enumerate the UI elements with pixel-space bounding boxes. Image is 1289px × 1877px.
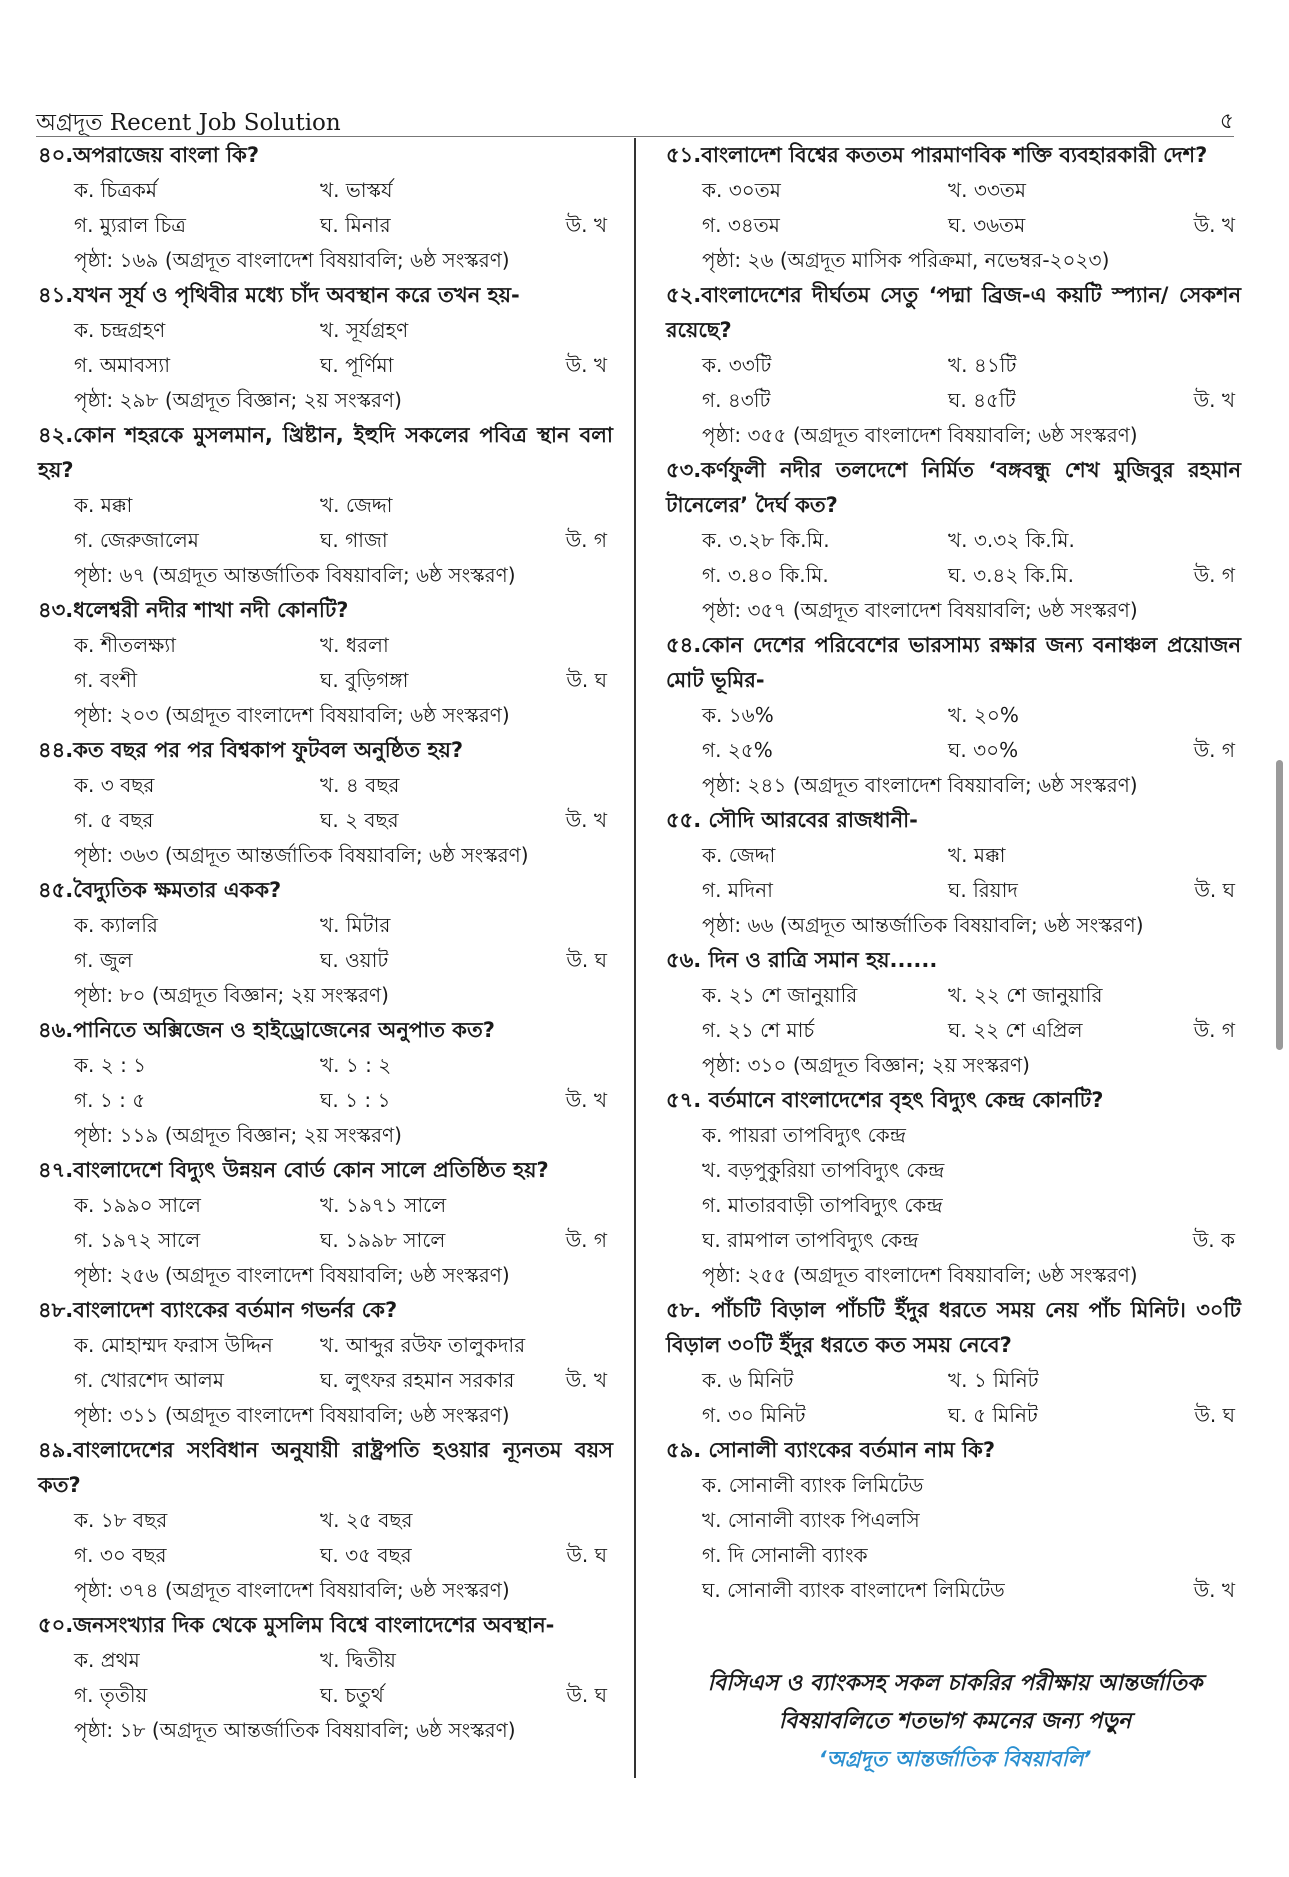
option-c: গ. মদিনা	[702, 878, 773, 902]
option-row	[38, 908, 613, 943]
option-row	[666, 1538, 1241, 1573]
option-a: ক. ১৬%	[702, 703, 774, 727]
option-row	[666, 1398, 1241, 1433]
option-b: খ. ৩.৩২ কি.মি.	[948, 528, 1075, 552]
answer: উ. খ	[565, 1088, 607, 1112]
option-row	[666, 1013, 1241, 1048]
option-c: গ. ২১ শে মার্চ	[702, 1018, 815, 1042]
question-item	[38, 733, 613, 873]
question-58	[666, 1293, 1241, 1433]
option-d: ঘ. বুড়িগঙ্গা	[320, 668, 409, 692]
page-reference: পৃষ্ঠা: ২৪১ (অগ্রদূত বাংলাদেশ বিষয়াবলি; ৬ষ্ঠ সংস্করণ)	[702, 773, 1138, 797]
page-reference: পৃষ্ঠা: ৩১০ (অগ্রদূত বিজ্ঞান; ২য় সংস্করণ)	[702, 1053, 1030, 1077]
option-a: ক. প্রথম	[74, 1648, 140, 1672]
option-b: খ. ২০%	[948, 703, 1019, 727]
option-d: ঘ. ৪৫টি	[948, 388, 1016, 412]
option-c: গ. দি সোনালী ব্যাংক	[702, 1543, 868, 1567]
option-row	[666, 348, 1241, 383]
page-reference: পৃষ্ঠা: ২৫৬ (অগ্রদূত বাংলাদেশ বিষয়াবলি; ৬ষ্ঠ সংস্করণ)	[74, 1263, 510, 1287]
question-57	[666, 1083, 1241, 1293]
option-a: ক. ১৯৯০ সালে	[74, 1193, 201, 1217]
question-item	[38, 1433, 613, 1608]
page-reference: পৃষ্ঠা: ২৬ (অগ্রদূত মাসিক পরিক্রমা, নভেম্বর-২০২৩)	[702, 248, 1110, 272]
option-row	[38, 1643, 613, 1678]
left-column	[38, 138, 613, 1748]
option-b: খ. দ্বিতীয়	[320, 1648, 396, 1672]
option-c: গ. ৩০ মিনিট	[702, 1403, 806, 1427]
option-b: খ. আব্দুর রউফ তালুকদার	[320, 1333, 526, 1357]
option-row	[38, 628, 613, 663]
question-stem: ৪৩.ধলেশ্বরী নদীর শাখা নদী কোনটি?	[38, 598, 349, 622]
answer: উ. গ	[565, 1228, 607, 1252]
option-row	[666, 523, 1241, 558]
option-row	[666, 978, 1241, 1013]
question-stem: ৫৬. দিন ও রাত্রি সমান হয়......	[666, 948, 938, 972]
question-stem: ৪৪.কত বছর পর পর বিশ্বকাপ ফুটবল অনুষ্ঠিত হয়?	[38, 738, 464, 762]
page-reference: পৃষ্ঠা: ২৫৫ (অগ্রদূত বাংলাদেশ বিষয়াবলি; ৬ষ্ঠ সংস্করণ)	[702, 1263, 1138, 1287]
option-c: গ. ৫ বছর	[74, 808, 154, 832]
answer: উ. খ	[565, 213, 607, 237]
page-reference: পৃষ্ঠা: ৩৭৪ (অগ্রদূত বাংলাদেশ বিষয়াবলি; ৬ষ্ঠ সংস্করণ)	[74, 1578, 510, 1602]
question-item	[38, 138, 613, 278]
page-reference: পৃষ্ঠা: ১৮ (অগ্রদূত আন্তর্জাতিক বিষয়াবলি; ৬ষ্ঠ সংস্করণ)	[74, 1718, 516, 1742]
option-d: ঘ. সোনালী ব্যাংক বাংলাদেশ লিমিটেড	[702, 1578, 1005, 1602]
page-reference: পৃষ্ঠা: ২০৩ (অগ্রদূত বাংলাদেশ বিষয়াবলি; ৬ষ্ঠ সংস্করণ)	[74, 703, 510, 727]
option-d: ঘ. ১ : ১	[320, 1088, 391, 1112]
option-d: ঘ. ২ বছর	[320, 808, 399, 832]
question-stem: ৪৫.বৈদ্যুতিক ক্ষমতার একক?	[38, 878, 282, 902]
option-row	[666, 173, 1241, 208]
answer: উ. ক	[1192, 1228, 1235, 1252]
option-a: ক. পায়রা তাপবিদ্যুৎ কেন্দ্র	[702, 1123, 906, 1147]
answer: উ. খ	[565, 353, 607, 377]
page-reference: পৃষ্ঠা: ১১৯ (অগ্রদূত বিজ্ঞান; ২য় সংস্করণ)	[74, 1123, 402, 1147]
option-row	[666, 1188, 1241, 1223]
option-row	[38, 1678, 613, 1713]
option-b: খ. সোনালী ব্যাংক পিএলসি	[702, 1508, 920, 1532]
promo-line-2: বিষয়াবলিতে শতভাগ কমনের জন্য পড়ুন	[778, 1709, 1132, 1734]
option-row	[666, 558, 1241, 593]
page-reference: পৃষ্ঠা: ১৬৯ (অগ্রদূত বাংলাদেশ বিষয়াবলি; ৬ষ্ঠ সংস্করণ)	[74, 248, 510, 272]
option-row	[666, 733, 1241, 768]
option-c: গ. ১৯৭২ সালে	[74, 1228, 201, 1252]
question-item	[38, 1153, 613, 1293]
option-d: ঘ. লুৎফর রহমান সরকার	[320, 1368, 515, 1392]
option-row	[666, 1223, 1241, 1258]
option-c: গ. ৩০ বছর	[74, 1543, 167, 1567]
option-row	[38, 173, 613, 208]
option-row	[666, 838, 1241, 873]
question-item	[38, 1013, 613, 1153]
question-59	[666, 1433, 1241, 1608]
page-reference: পৃষ্ঠা: ৮০ (অগ্রদূত বিজ্ঞান; ২য় সংস্করণ)	[74, 983, 389, 1007]
answer: উ. ঘ	[1194, 1403, 1235, 1427]
option-b: খ. ৪১টি	[948, 353, 1017, 377]
option-row	[666, 208, 1241, 243]
page-number: ৫	[1219, 109, 1234, 134]
answer: উ. খ	[1193, 213, 1235, 237]
option-row	[38, 1328, 613, 1363]
option-d: ঘ. ওয়াট	[320, 948, 389, 972]
option-c: গ. ৪৩টি	[702, 388, 771, 412]
question-stem: ৪০.অপরাজেয় বাংলা কি?	[38, 143, 259, 167]
option-c: গ. ম্যুরাল চিত্র	[74, 213, 186, 237]
option-d: ঘ. ৩০%	[948, 738, 1019, 762]
option-a: ক. ১৮ বছর	[74, 1508, 168, 1532]
option-a: ক. ২১ শে জানুয়ারি	[702, 983, 858, 1007]
option-d: ঘ. গাজা	[320, 528, 388, 552]
option-c: গ. বংশী	[74, 668, 138, 692]
option-c: গ. ১ : ৫	[74, 1088, 146, 1112]
question-item	[38, 1293, 613, 1433]
answer: উ. গ	[1193, 738, 1235, 762]
page-reference: পৃষ্ঠা: ৬৬ (অগ্রদূত আন্তর্জাতিক বিষয়াবলি; ৬ষ্ঠ সংস্করণ)	[702, 913, 1144, 937]
question-stem: ৪৮.বাংলাদেশ ব্যাংকের বর্তমান গভর্নর কে?	[38, 1298, 398, 1322]
option-b: খ. ১৯৭১ সালে	[320, 1193, 447, 1217]
option-row	[38, 1538, 613, 1573]
question-item	[38, 278, 613, 418]
option-d: ঘ. পূর্ণিমা	[320, 353, 394, 377]
question-item	[38, 593, 613, 733]
answer: উ. খ	[565, 808, 607, 832]
option-b: খ. ৩৩তম	[948, 178, 1026, 202]
option-d: ঘ. ৩৫ বছর	[320, 1543, 412, 1567]
option-c: গ. তৃতীয়	[74, 1683, 148, 1707]
page-reference: পৃষ্ঠা: ৩৬৩ (অগ্রদূত আন্তর্জাতিক বিষয়াবলি; ৬ষ্ঠ সংস্করণ)	[74, 843, 529, 867]
question-stem: ৫৭. বর্তমানে বাংলাদেশের বৃহৎ বিদ্যুৎ কেন্দ্র কোনটি?	[666, 1088, 1104, 1112]
question-stem: ৫৫. সৌদি আরবের রাজধানী-	[666, 808, 918, 832]
option-b: খ. ১ : ২	[320, 1053, 392, 1077]
book-promo	[660, 1665, 1250, 1777]
option-row	[38, 523, 613, 558]
question-stem: ৫১.বাংলাদেশ বিশ্বের কততম পারমাণবিক শক্তি ব্যবহারকারী দেশ?	[666, 143, 1208, 167]
answer: উ. ঘ	[566, 668, 607, 692]
option-row	[38, 1503, 613, 1538]
option-d: ঘ. রিয়াদ	[948, 878, 1018, 902]
option-d: ঘ. চতুর্থ	[320, 1683, 384, 1707]
page-header	[36, 104, 1234, 137]
option-a: ক. ক্যালরি	[74, 913, 158, 937]
option-d: ঘ. রামপাল তাপবিদ্যুৎ কেন্দ্র	[702, 1228, 919, 1252]
option-b: খ. জেদ্দা	[320, 493, 393, 517]
question-stem: ৪৭.বাংলাদেশে বিদ্যুৎ উন্নয়ন বোর্ড কোন সালে প্রতিষ্ঠিত হয়?	[38, 1158, 549, 1182]
answer: উ. গ	[1193, 1018, 1235, 1042]
page-reference: পৃষ্ঠা: ৬৭ (অগ্রদূত আন্তর্জাতিক বিষয়াবলি; ৬ষ্ঠ সংস্করণ)	[74, 563, 516, 587]
option-c: গ. ৩৪তম	[702, 213, 780, 237]
promo-line-1: বিসিএস ও ব্যাংকসহ সকল চাকরির পরীক্ষায় আন্তর্জাতিক	[707, 1671, 1203, 1696]
option-row	[666, 1363, 1241, 1398]
option-row	[38, 1223, 613, 1258]
option-c: গ. ২৫%	[702, 738, 773, 762]
option-row	[38, 663, 613, 698]
question-stem: ৫৪.কোন দেশের পরিবেশের ভারসাম্য রক্ষার জন্য বনাঞ্চল প্রয়োজন মোট ভূমির-	[666, 633, 1241, 692]
question-item	[666, 278, 1241, 453]
option-a: ক. ৩.২৮ কি.মি.	[702, 528, 830, 552]
option-row	[38, 313, 613, 348]
question-item	[666, 138, 1241, 278]
option-row	[666, 698, 1241, 733]
option-row	[38, 803, 613, 838]
option-a: ক. ৩ বছর	[74, 773, 155, 797]
option-row	[38, 488, 613, 523]
option-c: গ. মাতারবাড়ী তাপবিদ্যুৎ কেন্দ্র	[702, 1193, 943, 1217]
option-a: ক. শীতলক্ষ্যা	[74, 633, 176, 657]
question-item	[38, 1608, 613, 1748]
question-stem: ৪৯.বাংলাদেশের সংবিধান অনুযায়ী রাষ্ট্রপতি হওয়ার ন্যূনতম বয়স কত?	[38, 1438, 613, 1497]
question-stem: ৪২.কোন শহরকে মুসলমান, খ্রিষ্টান, ইহুদি সকলের পবিত্র স্থান বলা হয়?	[38, 423, 613, 482]
question-stem: ৪৬.পানিতে অক্সিজেন ও হাইড্রোজেনের অনুপাত কত?	[38, 1018, 495, 1042]
option-c: গ. জেরুজালেম	[74, 528, 199, 552]
option-row	[38, 348, 613, 383]
answer: উ. ঘ	[1194, 878, 1235, 902]
option-row	[666, 383, 1241, 418]
option-d: ঘ. ৫ মিনিট	[948, 1403, 1038, 1427]
option-a: ক. সোনালী ব্যাংক লিমিটেড	[702, 1473, 924, 1497]
scrollbar-thumb[interactable]	[1276, 760, 1283, 1050]
option-b: খ. ২২ শে জানুয়ারি	[948, 983, 1103, 1007]
page-reference: পৃষ্ঠা: ৩৫৫ (অগ্রদূত বাংলাদেশ বিষয়াবলি; ৬ষ্ঠ সংস্করণ)	[702, 423, 1138, 447]
question-item	[666, 453, 1241, 628]
answer: উ. গ	[565, 528, 607, 552]
question-stem: ৫৯. সোনালী ব্যাংকের বর্তমান নাম কি?	[666, 1438, 996, 1462]
option-c: গ. অমাবস্যা	[74, 353, 170, 377]
answer: উ. ঘ	[566, 948, 607, 972]
option-b: খ. ৪ বছর	[320, 773, 400, 797]
answer: উ. ঘ	[566, 1683, 607, 1707]
option-row	[666, 1153, 1241, 1188]
option-a: ক. জেদ্দা	[702, 843, 776, 867]
book-title: অগ্রদূত Recent Job Solution	[36, 110, 341, 136]
question-stem: ৫৮. পাঁচটি বিড়াল পাঁচটি ইঁদুর ধরতে সময় নেয় পাঁচ মিনিট। ৩০টি বিড়াল ৩০টি ইঁদুর ধরতে কত সময় নেবে?	[666, 1298, 1241, 1357]
option-a: ক. ৬ মিনিট	[702, 1368, 794, 1392]
option-d: ঘ. ৩.৪২ কি.মি.	[948, 563, 1075, 587]
page-reference: পৃষ্ঠা: ৩৫৭ (অগ্রদূত বাংলাদেশ বিষয়াবলি; ৬ষ্ঠ সংস্করণ)	[702, 598, 1138, 622]
answer: উ. খ	[1193, 1578, 1235, 1602]
option-d: ঘ. মিনার	[320, 213, 391, 237]
question-stem: ৪১.যখন সূর্য ও পৃথিবীর মধ্যে চাঁদ অবস্থান করে তখন হয়-	[38, 283, 520, 307]
option-row	[38, 1188, 613, 1223]
option-b: খ. সূর্যগ্রহণ	[320, 318, 409, 342]
question-item	[666, 943, 1241, 1083]
option-c: গ. জুল	[74, 948, 133, 972]
answer: উ. গ	[1193, 563, 1235, 587]
page-reference: পৃষ্ঠা: ২৯৮ (অগ্রদূত বিজ্ঞান; ২য় সংস্করণ)	[74, 388, 402, 412]
option-b: খ. ধরলা	[320, 633, 389, 657]
right-column	[666, 138, 1241, 1608]
question-item	[666, 628, 1241, 803]
question-stem: ৫৩.কর্ণফুলী নদীর তলদেশে নির্মিত ‘বঙ্গবন্ধু শেখ মুজিবুর রহমান টানেলের’ দৈর্ঘ কত?	[666, 458, 1241, 517]
option-row	[38, 943, 613, 978]
option-a: ক. চিত্রকর্ম	[74, 178, 158, 202]
question-item	[38, 418, 613, 593]
option-row	[666, 1503, 1241, 1538]
option-row	[666, 1468, 1241, 1503]
answer: উ. খ	[565, 1368, 607, 1392]
option-c: গ. খোরশেদ আলম	[74, 1368, 224, 1392]
option-a: ক. চন্দ্রগ্রহণ	[74, 318, 166, 342]
option-a: ক. ২ : ১	[74, 1053, 147, 1077]
option-row	[38, 1048, 613, 1083]
option-row	[666, 1573, 1241, 1608]
answer: উ. খ	[1193, 388, 1235, 412]
option-a: ক. মক্কা	[74, 493, 133, 517]
option-row	[38, 1083, 613, 1118]
answer: উ. ঘ	[566, 1543, 607, 1567]
option-b: খ. ১ মিনিট	[948, 1368, 1039, 1392]
page-reference: পৃষ্ঠা: ৩১১ (অগ্রদূত বাংলাদেশ বিষয়াবলি; ৬ষ্ঠ সংস্করণ)	[74, 1403, 510, 1427]
question-item	[38, 873, 613, 1013]
option-a: ক. মোহাম্মদ ফরাস উদ্দিন	[74, 1333, 273, 1357]
option-a: ক. ৩৩টি	[702, 353, 772, 377]
option-c: গ. ৩.৪০ কি.মি.	[702, 563, 829, 587]
option-row	[38, 208, 613, 243]
option-row	[666, 1118, 1241, 1153]
option-row	[38, 1363, 613, 1398]
question-stem: ৫০.জনসংখ্যার দিক থেকে মুসলিম বিশ্বে বাংলাদেশের অবস্থান-	[38, 1613, 555, 1637]
option-b: খ. মিটার	[320, 913, 391, 937]
question-item	[666, 803, 1241, 943]
column-divider	[634, 138, 636, 1778]
option-a: ক. ৩০তম	[702, 178, 781, 202]
promo-book-name: ‘অগ্রদূত আন্তর্জাতিক বিষয়াবলি’	[818, 1747, 1092, 1771]
option-b: খ. ২৫ বছর	[320, 1508, 413, 1532]
option-d: ঘ. ২২ শে এপ্রিল	[948, 1018, 1083, 1042]
option-row	[666, 873, 1241, 908]
option-d: ঘ. ৩৬তম	[948, 213, 1026, 237]
option-d: ঘ. ১৯৯৮ সালে	[320, 1228, 446, 1252]
option-b: খ. বড়পুকুরিয়া তাপবিদ্যুৎ কেন্দ্র	[702, 1158, 945, 1182]
question-stem: ৫২.বাংলাদেশের দীর্ঘতম সেতু ‘পদ্মা ব্রিজ-এ কয়টি স্প্যান/ সেকশন রয়েছে?	[666, 283, 1241, 342]
option-b: খ. ভাস্কর্য	[320, 178, 393, 202]
option-b: খ. মক্কা	[948, 843, 1006, 867]
option-row	[38, 768, 613, 803]
